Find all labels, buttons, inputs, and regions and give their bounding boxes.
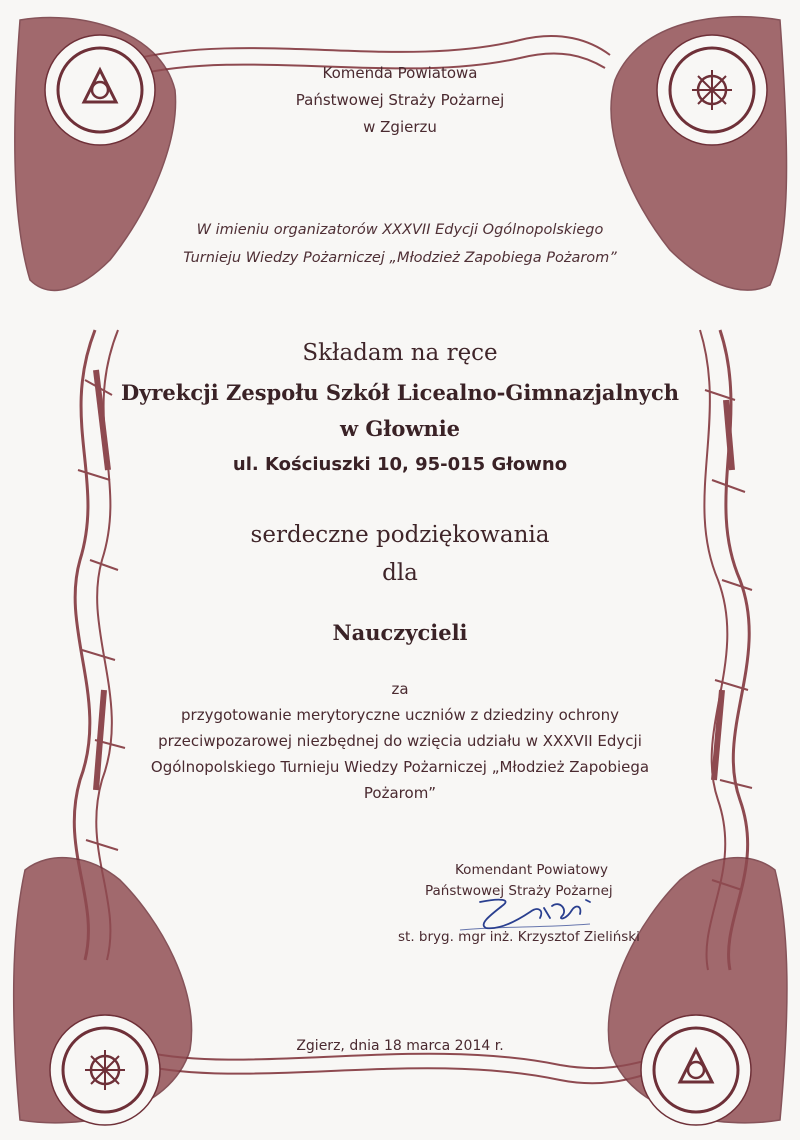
honoree: Nauczycieli [332,620,468,645]
signature-title-2: Państwowej Straży Pożarnej [425,883,613,899]
corner-bottom-right [608,858,787,1125]
reason-line-4: Pożarom” [363,784,437,802]
place-and-date: Zgierz, dnia 18 marca 2014 r. [296,1038,504,1054]
corner-bottom-left [14,858,192,1125]
thanks-line-1: serdeczne podziękowania [250,522,550,548]
intro-line-1: W imieniu organizatorów XXXVII Edycji Ogólnopolskiego [196,222,604,238]
signature-title-1: Komendant Powiatowy [455,862,609,878]
header-line-3: w Zgierzu [363,118,437,136]
header-line-2: Państwowej Straży Pożarnej [295,91,505,109]
signature-name: st. bryg. mgr inż. Krzysztof Zieliński [398,929,640,945]
recipient-address: ul. Kościuszki 10, 95-015 Głowno [232,454,568,475]
thanks-line-2: dla [382,560,418,586]
header-line-1: Komenda Powiatowa [322,64,478,82]
reason-line-2: przeciwpozarowej niezbędnej do wzięcia udziału w XXXVII Edycji [158,732,642,750]
recipient-name-2: w Głownie [339,416,461,441]
reason-line-3: Ogólnopolskiego Turnieju Wiedzy Pożarniczej „Młodzież Zapobiega [150,758,650,776]
recipient-lead: Składam na ręce [302,340,498,366]
reason-line-1: przygotowanie merytoryczne uczniów z dziedziny ochrony [181,706,619,724]
frame-top-band [130,36,610,60]
reason-za: za [391,680,409,698]
recipient-name-1: Dyrekcji Zespołu Szkół Licealno-Gimnazjalnych [120,380,680,405]
intro-line-2: Turnieju Wiedzy Pożarniczej „Młodzież Zapobiega Pożarom” [183,250,617,266]
